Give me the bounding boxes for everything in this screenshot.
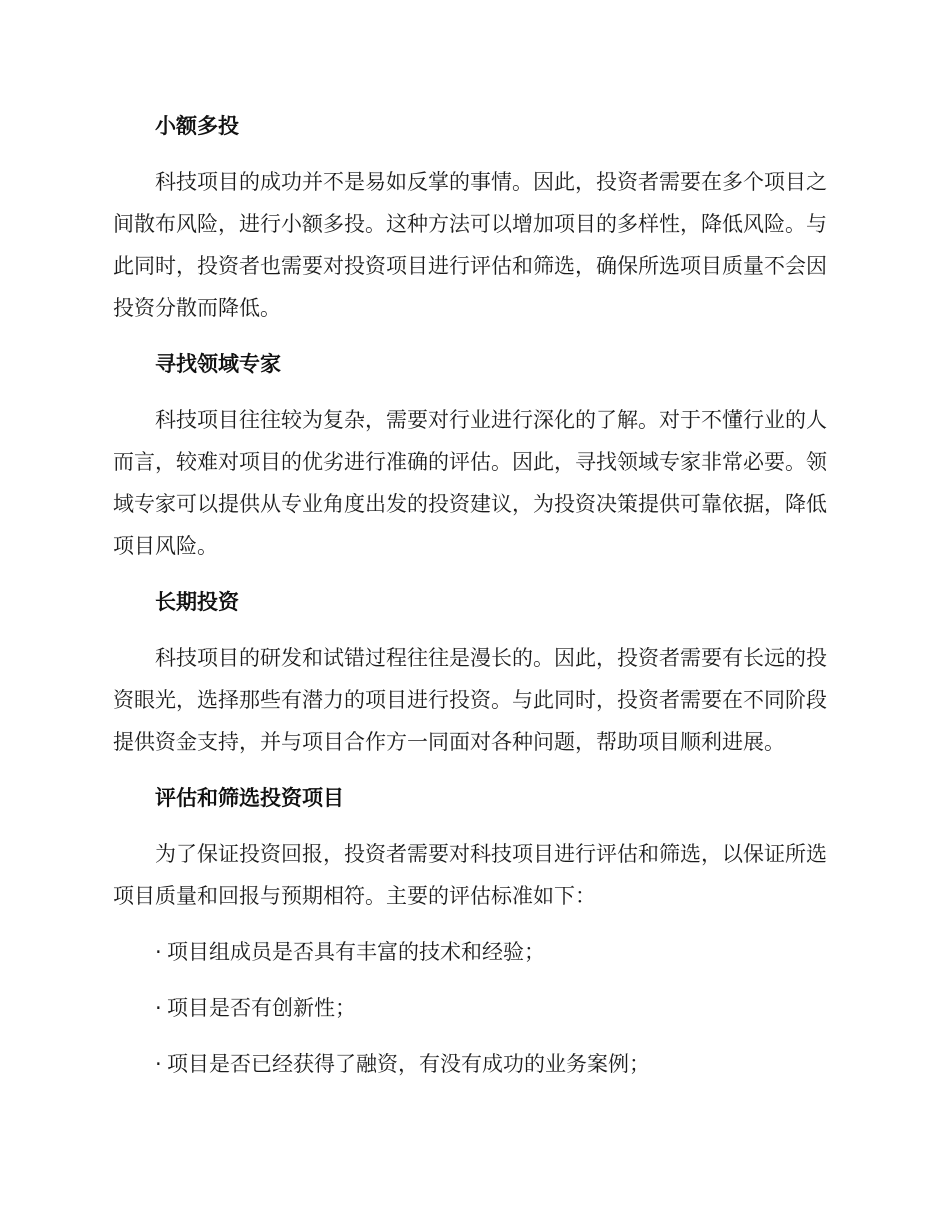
section-paragraph: 科技项目的研发和试错过程往往是漫长的。因此，投资者需要有长远的投资眼光，选择那些有潜力的项目进行投资。与此同时，投资者需要在不同阶段提供资金支持，并与项目合作方一同面对各种问题，帮助项目顺利进展。 xyxy=(113,646,827,754)
section-paragraph: 科技项目往往较为复杂，需要对行业进行深化的了解。对于不懂行业的人而言，较难对项目的优劣进行准确的评估。因此，寻找领域专家非常必要。领域专家可以提供从专业角度出发的投资建议，为投资决策提供可靠依据，降低项目风险。 xyxy=(113,408,827,558)
bullet-icon: · xyxy=(155,1052,162,1076)
bullet-icon: · xyxy=(155,996,162,1020)
list-item xyxy=(113,1043,833,1085)
list-item xyxy=(113,987,833,1029)
list-item-text: 项目是否有创新性； xyxy=(167,996,356,1020)
section-long-term-investment xyxy=(113,581,833,763)
section-heading: 评估和筛选投资项目 xyxy=(155,786,344,810)
criteria-list xyxy=(113,931,833,1085)
section-paragraph: 为了保证投资回报，投资者需要对科技项目进行评估和筛选，以保证所选项目质量和回报与预期相符。主要的评估标准如下： xyxy=(113,842,827,908)
section-heading: 长期投资 xyxy=(155,590,239,614)
section-domain-experts xyxy=(113,343,833,567)
list-item xyxy=(113,931,833,973)
list-item-text: 项目是否已经获得了融资，有没有成功的业务案例； xyxy=(167,1052,650,1076)
section-paragraph: 科技项目的成功并不是易如反掌的事情。因此，投资者需要在多个项目之间散布风险，进行小额多投。这种方法可以增加项目的多样性，降低风险。与此同时，投资者也需要对投资项目进行评估和筛选，确保所选项目质量不会因投资分散而降低。 xyxy=(113,170,827,320)
bullet-icon: · xyxy=(155,940,162,964)
section-heading: 寻找领域专家 xyxy=(155,352,281,376)
section-evaluate-and-screen xyxy=(113,777,833,917)
document-body xyxy=(113,105,833,1099)
section-small-investments xyxy=(113,105,833,329)
list-item-text: 项目组成员是否具有丰富的技术和经验； xyxy=(167,940,545,964)
section-heading: 小额多投 xyxy=(155,114,239,138)
